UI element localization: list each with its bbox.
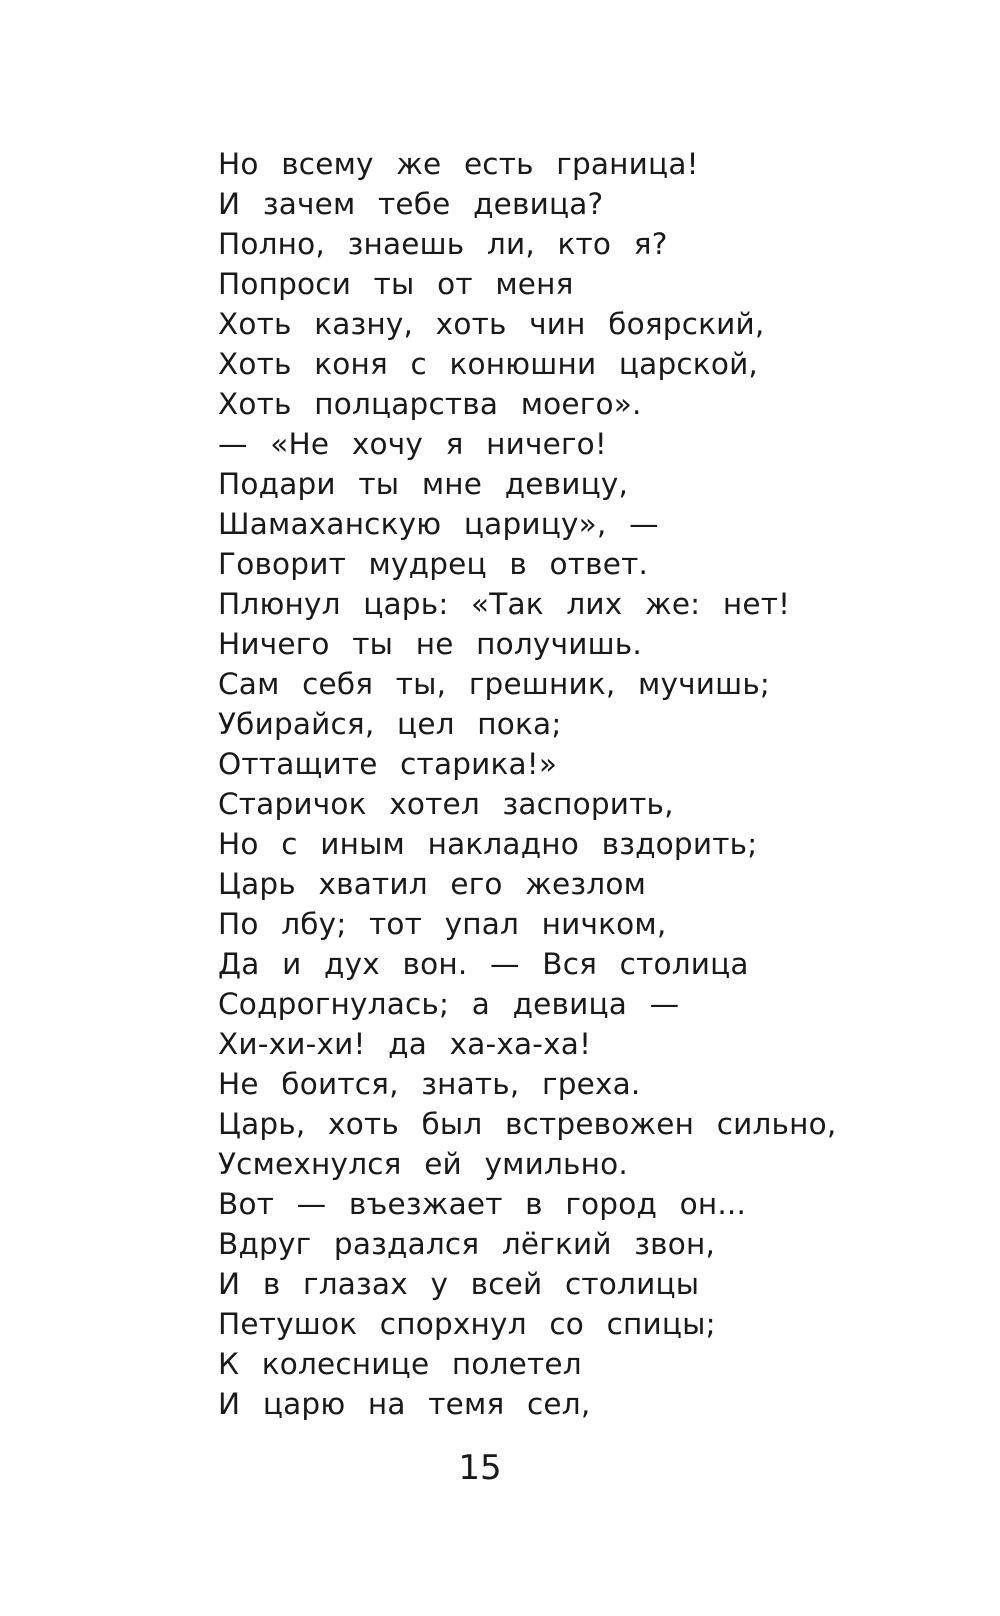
poem-line: К колеснице полетел	[218, 1347, 582, 1381]
poem-line: Вот — въезжает в город он...	[218, 1187, 747, 1221]
poem-line: Царь хватил его жезлом	[218, 867, 647, 901]
poem-line: Хоть коня с конюшни царской,	[218, 347, 759, 381]
poem-line: Не боится, знать, греха.	[218, 1067, 641, 1101]
poem-line: Говорит мудрец в ответ.	[218, 547, 649, 581]
poem-line: Петушок спорхнул со спицы;	[218, 1307, 716, 1341]
poem-line: Хоть казну, хоть чин боярский,	[218, 307, 765, 341]
poem-text	[218, 144, 836, 1424]
poem-line: Да и дух вон. — Вся столица	[218, 947, 749, 981]
poem-line: — «Не хочу я ничего!	[218, 427, 607, 461]
poem-line: Хи-хи-хи! да ха-ха-ха!	[218, 1027, 592, 1061]
poem-line: Полно, знаешь ли, кто я?	[218, 227, 668, 261]
poem-line: По лбу; тот упал ничком,	[218, 907, 667, 941]
poem-line: Но всему же есть граница!	[218, 147, 699, 181]
poem-line: Убирайся, цел пока;	[218, 707, 562, 741]
poem-line: Но с иным накладно вздорить;	[218, 827, 758, 861]
poem-line: И зачем тебе девица?	[218, 187, 604, 221]
poem-line: Царь, хоть был встревожен сильно,	[218, 1107, 837, 1141]
poem-line: Шамаханскую царицу», —	[218, 507, 659, 541]
poem-line: Содрогнулась; а девица —	[218, 987, 680, 1021]
poem-line: Попроси ты от меня	[218, 267, 574, 301]
poem-line: Сам себя ты, грешник, мучишь;	[218, 667, 771, 701]
poem-line: И царю на темя сел,	[218, 1387, 591, 1421]
poem-line: Подари ты мне девицу,	[218, 467, 629, 501]
poem-line: Хоть полцарства моего».	[218, 387, 642, 421]
poem-line: Вдруг раздался лёгкий звон,	[218, 1227, 716, 1261]
poem-line: И в глазах у всей столицы	[218, 1267, 700, 1301]
poem-line: Плюнул царь: «Так лих же: нет!	[218, 587, 791, 621]
poem-line: Старичок хотел заспорить,	[218, 787, 674, 821]
poem-line: Усмехнулся ей умильно.	[218, 1147, 628, 1181]
poem-line: Оттащите старика!»	[218, 747, 558, 781]
poem-line: Ничего ты не получишь.	[218, 627, 642, 661]
page-number: 15	[458, 1448, 502, 1488]
